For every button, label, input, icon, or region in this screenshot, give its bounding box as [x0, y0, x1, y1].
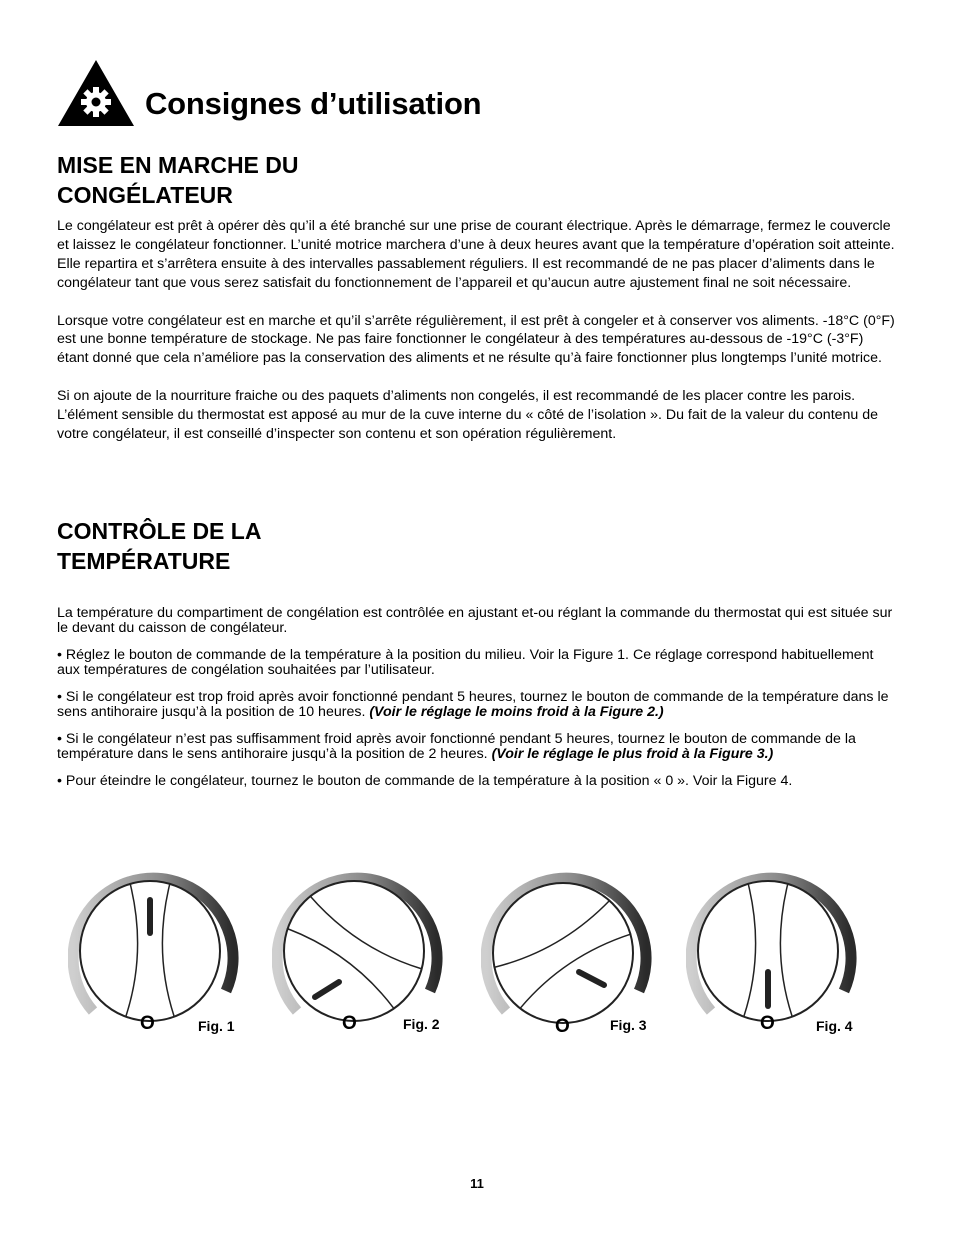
gear-warning-icon	[56, 58, 136, 128]
paragraph: Lorsque votre congélateur est en marche et qu’il s’arrête régulièrement, il est prêt à congeler et à conserver vos aliments. -18°C (0°F) est une bonne température de stockage. Ne pas faire fonctionner le congélateur à des températures au-dessous de -19°C (-3°F) étant donné que cela n’améliore pas la conservation des aliments et ne résulte qu’à faire fonctionner plus longtemps l’unité motrice.	[57, 312, 895, 367]
off-position-marker: O	[555, 1016, 570, 1037]
heading-line: CONGÉLATEUR	[57, 182, 233, 208]
section-temperature-control	[57, 516, 895, 801]
page-number: 11	[470, 1176, 484, 1191]
paragraph: Le congélateur est prêt à opérer dès qu’il a été branché sur une prise de courant électrique. Après le démarrage, fermez le couvercle et laissez le congélateur fonctionner. L’unité motrice marchera d’une à deux heures avant que la température d’opération soit atteinte. Elle repartira et s’arrêtera ensuite à des intervalles passablement réguliers. Il est recommandé de ne pas placer d’aliments dans le congélateur tant que vous serez satisfait du fonctionnement de l’appareil et qu’aucun autre ajustement final ne soit nécessaire.	[57, 218, 895, 291]
bullet-emphasis: (Voir le réglage le plus froid à la Figure 3.)	[491, 746, 774, 762]
bullet-emphasis: (Voir le réglage le moins froid à la Figure 2.)	[369, 704, 664, 720]
bullet-text: • Si le congélateur n’est pas suffisamment froid après avoir fonctionné pendant 5 heures, tournez le bouton de commande de la température dans le sens antihoraire jusqu’à la position de 2 heures.	[57, 731, 856, 762]
off-position-marker: O	[342, 1013, 357, 1034]
bullet-item	[57, 690, 895, 720]
bullet-item: • Réglez le bouton de commande de la température à la position du milieu. Voir la Figure 1. Ce réglage correspond habituellement aux températures de congélation souhaitées par l’utilisateur.	[57, 647, 874, 678]
thermostat-dial-figure-4	[686, 866, 866, 1046]
page-title: Consignes d’utilisation	[145, 86, 482, 121]
off-position-marker: O	[760, 1013, 775, 1034]
bullet-text: • Si le congélateur est trop froid après avoir fonctionné pendant 5 heures, tournez le bouton de commande de la température dans le sens antihoraire jusqu’à la position de 10 heures.	[57, 689, 889, 720]
figure-label: Fig. 4	[816, 1018, 853, 1034]
section-startup	[57, 150, 895, 463]
section-heading-temperature	[57, 516, 895, 576]
paragraph: Si on ajoute de la nourriture fraiche ou des paquets d’aliments non congelés, il est recommandé de les placer contre les parois. L’élément sensible du thermostat est apposé au mur de la cuve interne du « côté de l’isolation ». Du fait de la valeur du contenu de votre congélateur, il est conseillé d’inspecter son contenu et son opération régulièrement.	[57, 388, 879, 442]
heading-line: TEMPÉRATURE	[57, 548, 231, 574]
heading-line: CONTRÔLE DE LA	[57, 518, 262, 544]
thermostat-figures	[68, 866, 868, 1046]
off-position-marker: O	[140, 1013, 155, 1034]
bullet-item: • Pour éteindre le congélateur, tournez le bouton de commande de la température à la position « 0 ». Voir la Figure 4.	[57, 773, 793, 789]
figure-label: Fig. 3	[610, 1017, 647, 1033]
heading-line: MISE EN MARCHE DU	[57, 152, 299, 178]
paragraph: La température du compartiment de congélation est contrôlée en ajustant et-ou réglant la commande du thermostat qui est située sur le devant du caisson de congélateur.	[57, 605, 893, 636]
figure-label: Fig. 2	[403, 1016, 440, 1032]
thermostat-dial-figure-3	[481, 866, 661, 1046]
thermostat-dial-figure-2	[272, 866, 452, 1046]
bullet-item	[57, 732, 895, 762]
figure-label: Fig. 1	[198, 1018, 235, 1034]
section-heading-startup	[57, 150, 895, 210]
thermostat-dial-figure-1	[68, 866, 248, 1046]
